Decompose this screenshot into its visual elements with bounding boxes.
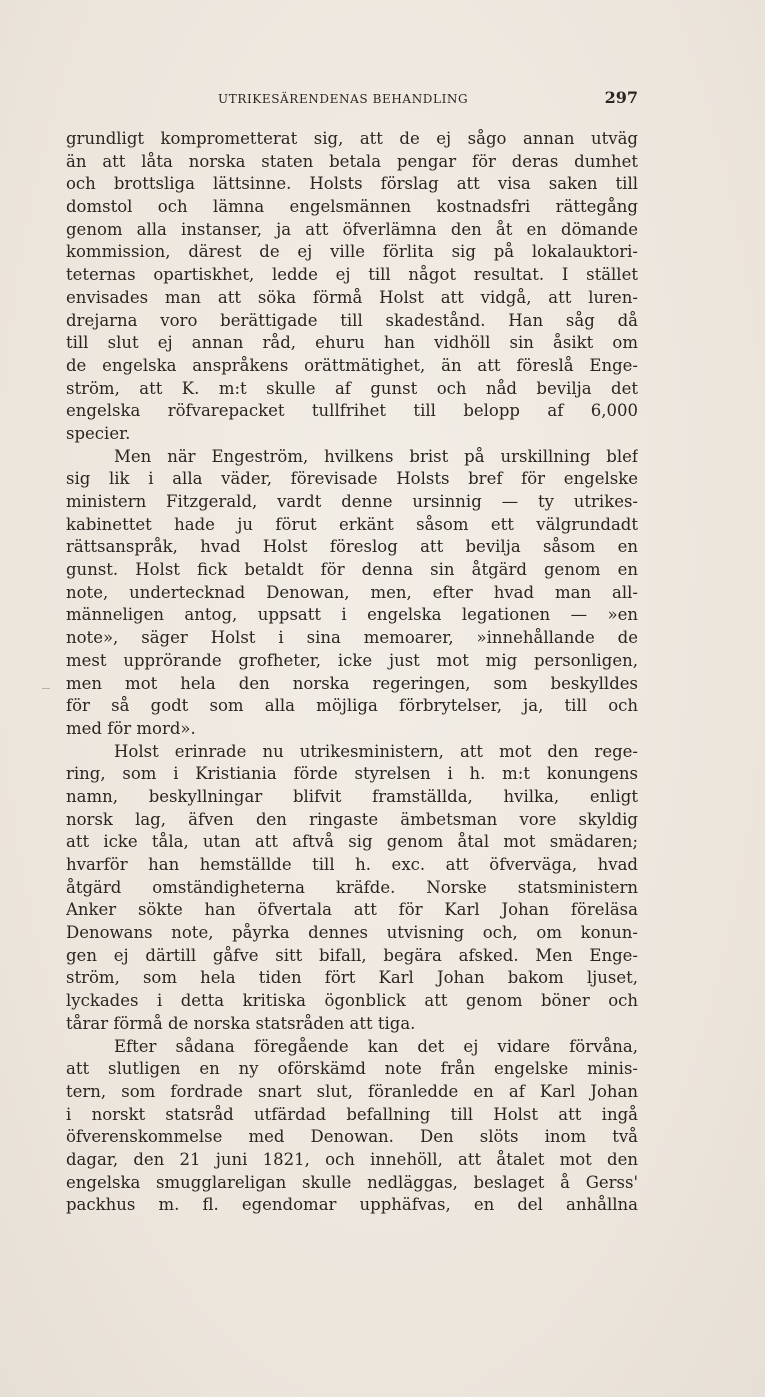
text-line: till slut ej annan råd, ehuru han vidhöll sin åsikt om — [66, 333, 638, 353]
text-line: note, undertecknad Denowan, men, efter hvad man all- — [66, 582, 638, 602]
text-line: men mot hela den norska regeringen, som beskylldes — [66, 673, 638, 693]
body-text — [66, 128, 638, 1217]
text-line: än att låta norska staten betala pengar för deras dumhet — [66, 151, 638, 171]
text-line: öfverenskommelse med Denowan. Den slöts inom två — [66, 1127, 638, 1147]
text-line: namn, beskyllningar blifvit framställda, hvilka, enligt — [66, 786, 638, 806]
text-line: ström, att K. m:t skulle af gunst och nåd bevilja det — [66, 378, 638, 398]
text-line: note», säger Holst i sina memoarer, »innehållande de — [66, 628, 638, 648]
text-line: dagar, den 21 juni 1821, och innehöll, att åtalet mot den — [66, 1149, 638, 1169]
page-number: 297 — [604, 88, 638, 107]
text-line: engelska smugglareligan skulle nedläggas, beslaget å Gerss' — [66, 1172, 638, 1192]
text-line: männeligen antog, uppsatt i engelska legationen — »en — [66, 605, 638, 625]
text-line: sig lik i alla väder, förevisade Holsts bref för engelske — [66, 469, 638, 489]
text-line: lyckades i detta kritiska ögonblick att genom böner och — [66, 991, 638, 1011]
text-line: norsk lag, äfven den ringaste ämbetsman vore skyldig — [66, 809, 638, 829]
text-line: att icke tåla, utan att aftvå sig genom åtal mot smädaren; — [66, 832, 638, 852]
text-line: Men när Engeström, hvilkens brist på urskillning blef — [114, 446, 638, 466]
text-line: teternas opartiskhet, ledde ej till något resultat. I stället — [66, 265, 638, 285]
text-line: de engelska anspråkens orättmätighet, än att föreslå Enge- — [66, 355, 638, 375]
text-line: specier. — [66, 423, 131, 443]
text-line: ström, som hela tiden fört Karl Johan bakom ljuset, — [66, 968, 638, 988]
text-line: packhus m. fl. egendomar upphäfvas, en del anhållna — [66, 1195, 638, 1215]
running-title: UTRIKESÄRENDENAS BEHANDLING — [218, 92, 469, 106]
text-line: ring, som i Kristiania förde styrelsen i h. m:t konungens — [66, 764, 638, 784]
margin-mark — [42, 688, 50, 689]
text-line: grundligt komprometterat sig, att de ej sågo annan utväg — [66, 129, 638, 148]
text-line: kommission, därest de ej ville förlita sig på lokalauktori- — [66, 242, 638, 262]
text-line: gunst. Holst fick betaldt för denna sin åtgärd genom en — [66, 560, 638, 580]
text-line: gen ej därtill gåfve sitt bifall, begära afsked. Men Enge- — [66, 945, 638, 965]
text-line: drejarna voro berättigade till skadestånd. Han såg då — [66, 310, 638, 330]
text-line: engelska röfvarepacket tullfrihet till belopp af 6,000 — [66, 401, 638, 421]
text-line: Efter sådana föregående kan det ej vidare förvåna, — [114, 1036, 638, 1056]
text-line: mest upprörande grofheter, icke just mot mig personligen, — [66, 650, 638, 670]
text-line: tårar förmå de norska statsråden att tiga. — [66, 1013, 416, 1033]
text-line: och brottsliga lättsinne. Holsts förslag att visa saken till — [66, 174, 638, 194]
text-line: åtgärd omständigheterna kräfde. Norske statsministern — [66, 877, 638, 897]
text-line: i norskt statsråd utfärdad befallning till Holst att ingå — [66, 1104, 638, 1124]
text-line: Denowans note, påyrka dennes utvisning och, om konun- — [66, 923, 638, 943]
text-line: Anker sökte han öfvertala att för Karl Johan föreläsa — [66, 900, 638, 920]
text-line: hvarför han hemställde till h. exc. att öfverväga, hvad — [66, 855, 638, 874]
text-line: kabinettet hade ju förut erkänt såsom ett välgrundadt — [66, 514, 638, 534]
text-line: genom alla instanser, ja att öfverlämna den åt en dömande — [66, 219, 638, 239]
page-header — [66, 90, 638, 110]
text-line: envisades man att söka förmå Holst att vidgå, att luren- — [66, 287, 638, 307]
text-line: ministern Fitzgerald, vardt denne ursinnig — ty utrikes- — [66, 492, 638, 511]
text-line: tern, som fordrade snart slut, föranledde en af Karl Johan — [66, 1081, 638, 1101]
text-line: domstol och lämna engelsmännen kostnadsfri rättegång — [66, 197, 638, 217]
text-line: för så godt som alla möjliga förbrytelser, ja, till och — [66, 696, 638, 716]
text-line: Holst erinrade nu utrikesministern, att mot den rege- — [114, 741, 638, 761]
text-line: med för mord». — [66, 718, 196, 738]
text-line: rättsanspråk, hvad Holst föreslog att bevilja såsom en — [66, 537, 638, 557]
text-line: att slutligen en ny oförskämd note från engelske minis- — [66, 1059, 638, 1079]
